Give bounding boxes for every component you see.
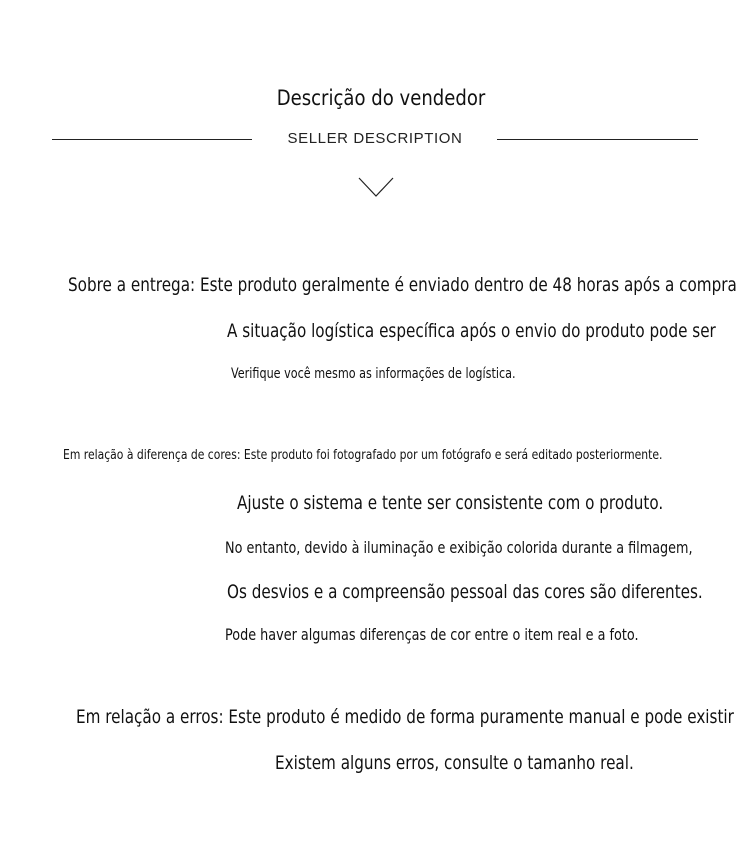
- delivery-line-3: Verifique você mesmo as informações de logística.: [231, 366, 516, 382]
- divider-right: [497, 139, 698, 140]
- errors-line-1: Em relação a erros: Este produto é medido de forma puramente manual e pode existir: [76, 706, 734, 728]
- delivery-line-1: Sobre a entrega: Este produto geralmente é enviado dentro de 48 horas após a compra: [68, 274, 737, 296]
- chevron-down-icon: [358, 176, 394, 203]
- color-line-3: No entanto, devido à iluminação e exibição colorida durante a filmagem,: [225, 538, 693, 557]
- delivery-line-2: A situação logística específica após o envio do produto pode ser: [227, 320, 716, 342]
- page-title: Descrição do vendedor: [276, 86, 486, 110]
- errors-line-2: Existem alguns erros, consulte o tamanho real.: [275, 752, 634, 774]
- color-line-4: Os desvios e a compreensão pessoal das cores são diferentes.: [227, 581, 703, 603]
- color-line-5: Pode haver algumas diferenças de cor entre o item real e a foto.: [225, 625, 639, 644]
- page-subtitle: SELLER DESCRIPTION: [287, 130, 463, 147]
- color-line-2: Ajuste o sistema e tente ser consistente com o produto.: [237, 492, 664, 514]
- color-line-1: Em relação à diferença de cores: Este produto foi fotografado por um fotógrafo e será editado posteriormente.: [63, 447, 663, 463]
